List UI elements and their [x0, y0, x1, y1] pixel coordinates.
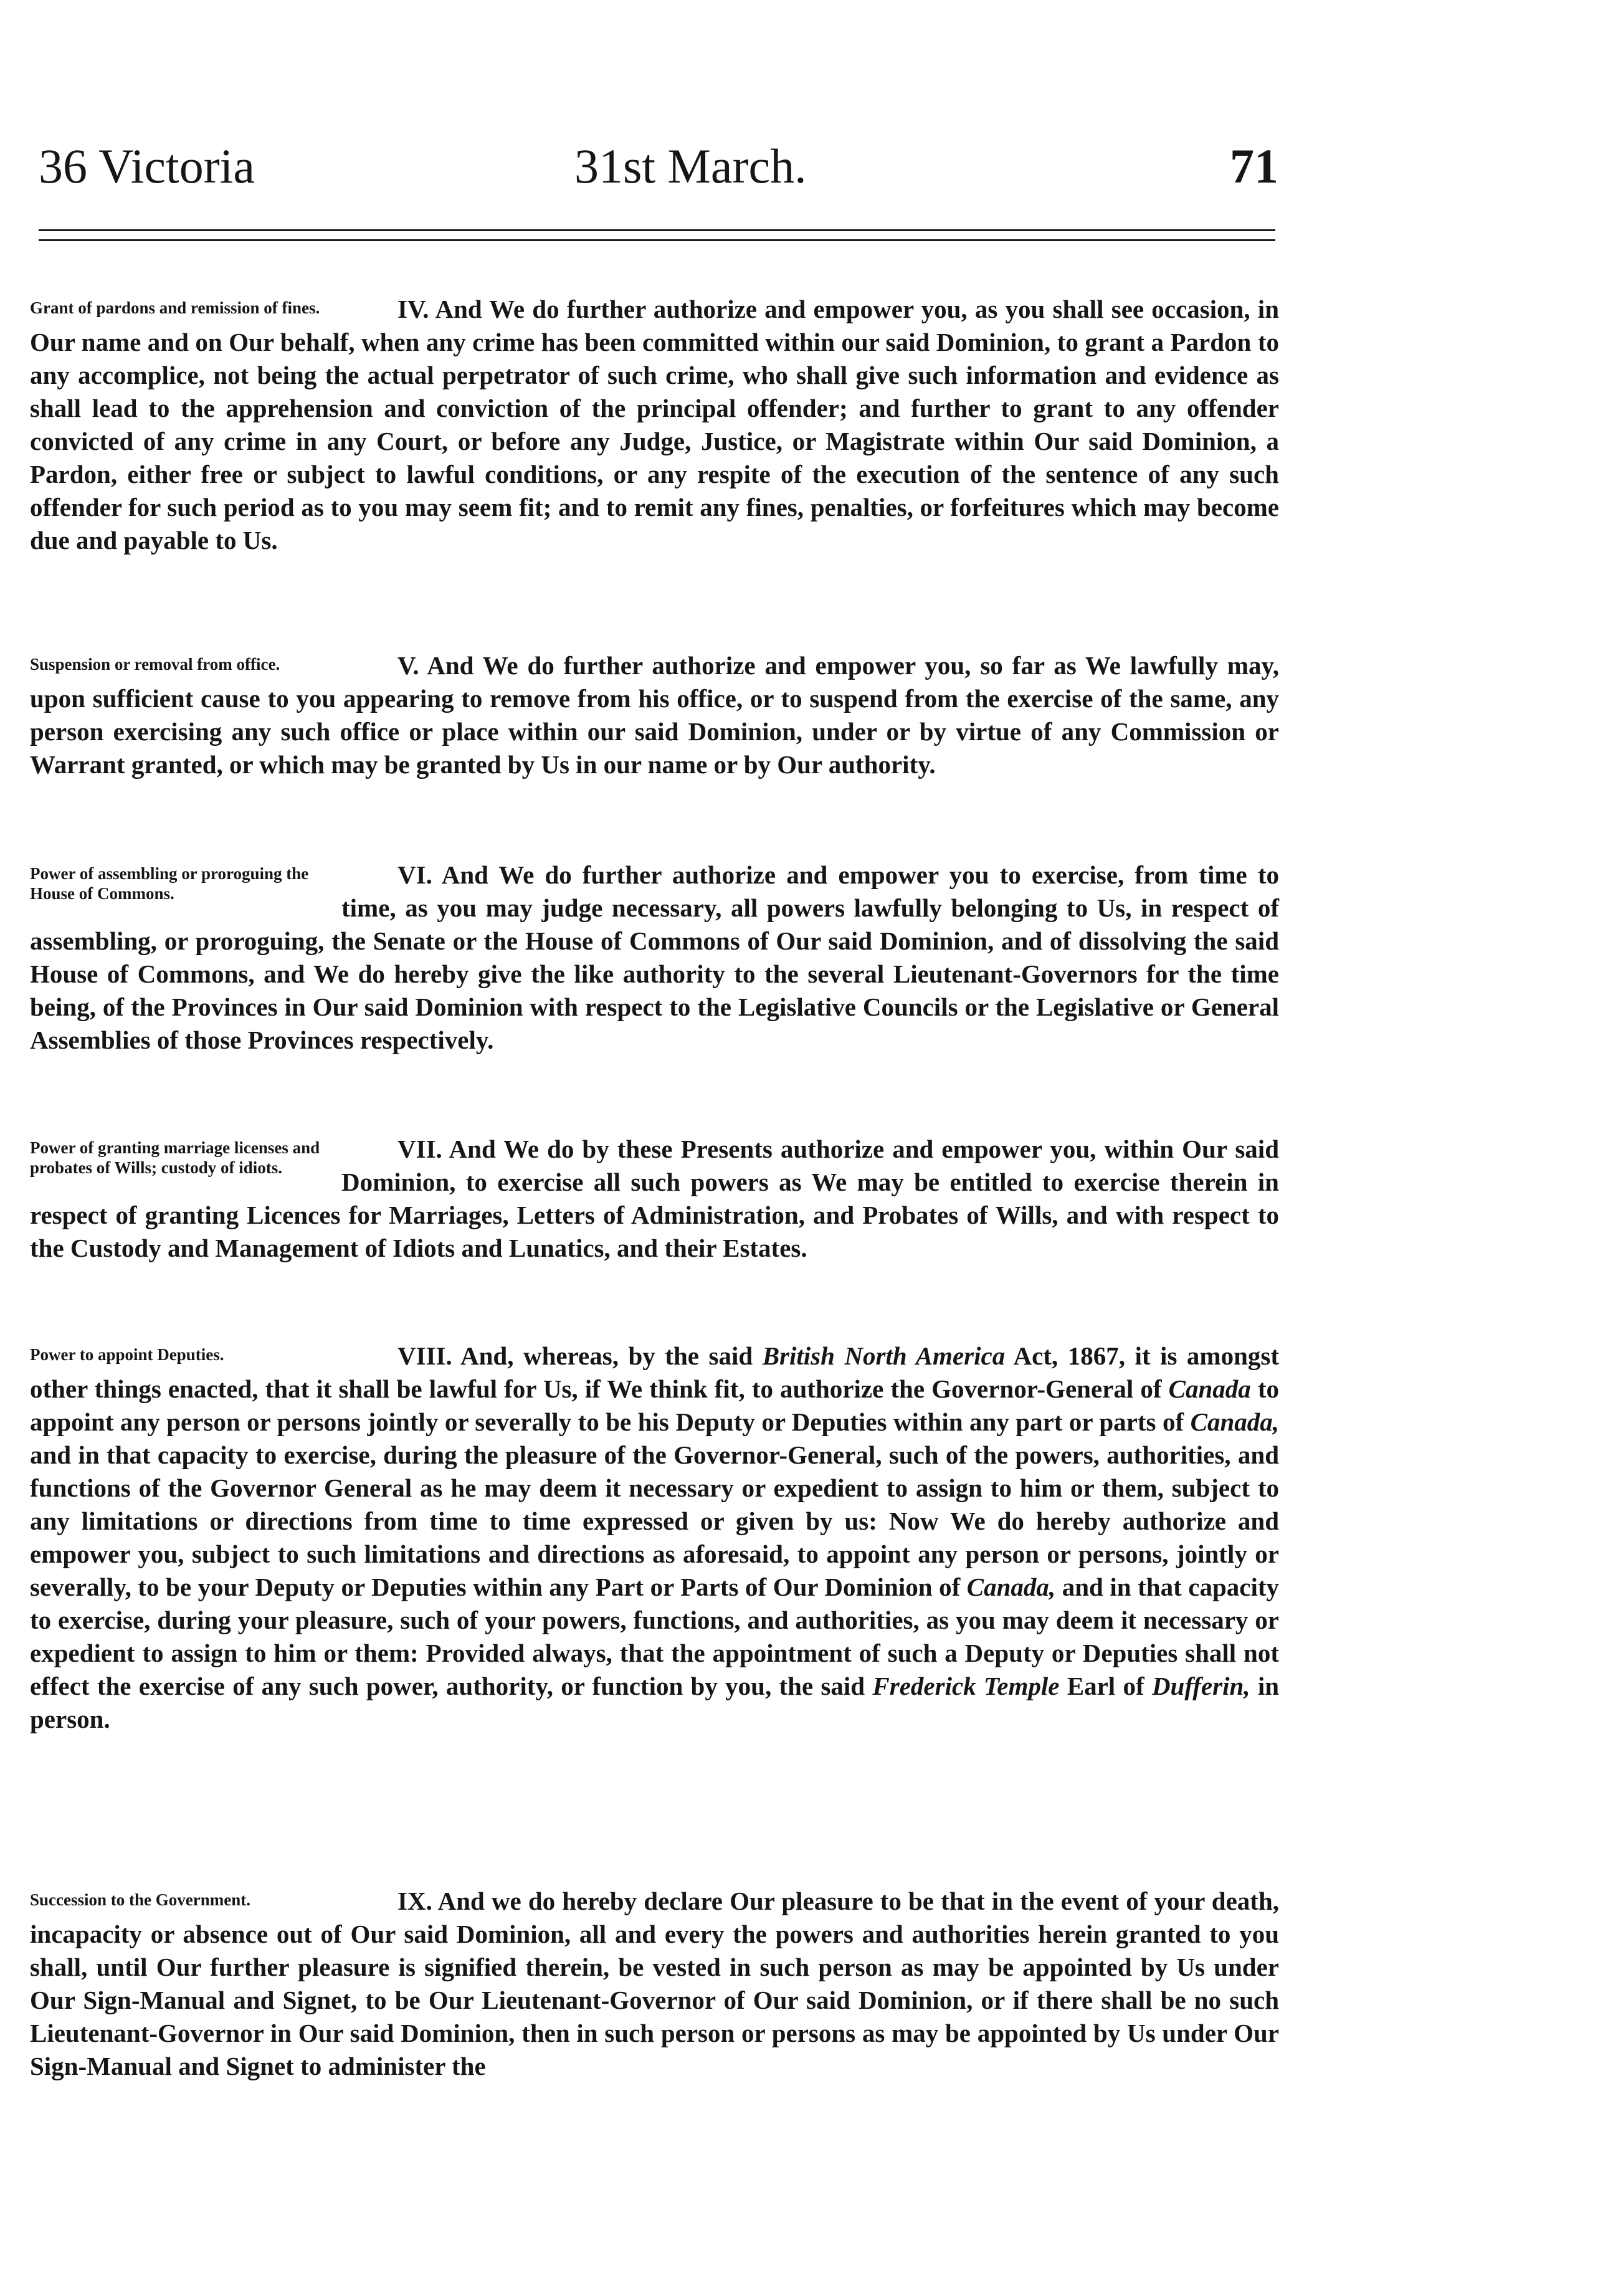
section-viii: [30, 1340, 1279, 1736]
section-v: [30, 649, 1279, 781]
margin-note-deputies: Power to appoint Deputies.: [30, 1345, 224, 1364]
text-segment: in person.: [30, 1672, 1280, 1733]
text-segment: VIII. And, whereas, by the said: [397, 1341, 763, 1370]
section-vii-text: VII. And We do by these Presents authorize and empower you, within Our said Dominion, to exercise all such powers as We may be entitled to exercise therein in respect of granting Licences for Marriages, Letters of Administration, and Probates of Wills, and with respect to the Custody and Management of Idiots and Lunatics, and their Estates.: [30, 1135, 1279, 1262]
section-iv: [30, 293, 1279, 557]
page-number: 71: [1230, 139, 1278, 193]
section-iv-text: IV. And We do further authorize and empower you, as you shall see occasion, in Our name and on Our behalf, when any crime has been committed within our said Dominion, to grant a Pardon to any accomplice, not being the actual perpetrator of such crime, who shall give such information and evidence as shall lead to the apprehension and conviction of the principal offender; and further to grant to any offender convicted of any crime in any Court, or before any Judge, Justice, or Magistrate within Our said Dominion, a Pardon, either free or subject to lawful conditions, or any respite of the execution of the sentence of any such offender for such period as to you may seem fit; and to remit any fines, penalties, or forfeitures which may become due and payable to Us.: [30, 295, 1279, 555]
place-name: Canada,: [966, 1573, 1056, 1601]
header-rule-bottom: [39, 239, 1275, 241]
person-name: Dufferin,: [1151, 1672, 1250, 1700]
text-segment: Earl of: [1059, 1672, 1152, 1700]
person-name: Frederick Temple: [872, 1672, 1060, 1700]
margin-note-suspension: Suspension or removal from office.: [30, 655, 280, 674]
text-segment: and in that capacity to exercise, during your pleasure, such of your powers, functions, and authorities, as you may deem it necessary or expedient to assign to him or them: Provided always, that the appointment of such a Deputy or Deputies shall not effect the exercise of any such power, authority, or function by you, the said: [30, 1573, 1279, 1700]
place-name: Canada,: [1190, 1408, 1279, 1436]
header-rule-top: [39, 229, 1275, 231]
text-segment: Act, 1867, it is amongst other things enacted, that it shall be lawful for Us, if We think fit, to authorize the Governor-General of: [30, 1341, 1280, 1403]
section-vi-text: VI. And We do further authorize and empower you to exercise, from time to time, as you may judge necessary, all powers lawfully belonging to Us, in respect of assembling, or proroguing, the Senate or the House of Commons of Our said Dominion, and of dissolving the said House of Commons, and We do hereby give the like authority to the several Lieutenant-Governors for the time being, of the Provinces in Our said Dominion with respect to the Legislative Councils or the Legislative or General Assemblies of those Provinces respectively.: [30, 860, 1279, 1054]
header-regnal-year: 36 Victoria: [39, 139, 255, 193]
header-date: 31st March.: [574, 139, 807, 193]
section-ix: [30, 1885, 1279, 2083]
section-viii-text: [30, 1340, 1279, 1736]
margin-note-licences: Power of granting marriage licenses and probates of Wills; custody of idiots.: [30, 1138, 320, 1177]
section-vi: [30, 859, 1279, 1057]
section-ix-text: IX. And we do hereby declare Our pleasure to be that in the event of your death, incapacity or absence out of Our said Dominion, all and every the powers and authorities herein granted to you shall, until Our further pleasure is signified therein, be vested in such person as may be appointed by Us under Our Sign-Manual and Signet, to be Our Lieutenant-Governor of Our said Dominion, or if there shall be no such Lieutenant-Governor in Our said Dominion, then in such person or persons as may be appointed by Us under Our Sign-Manual and Signet to administer the: [30, 1887, 1279, 2080]
margin-note-succession: Succession to the Government.: [30, 1890, 250, 1909]
place-name: Canada: [1168, 1374, 1251, 1403]
page-header: [39, 139, 1278, 217]
margin-note-assembling: Power of assembling or proroguing the House of Commons.: [30, 864, 309, 903]
act-name: British North America: [762, 1341, 1006, 1370]
section-vii: [30, 1133, 1279, 1265]
margin-note-pardons: Grant of pardons and remission of fines.: [30, 298, 320, 317]
text-segment: to appoint any person or persons jointly or severally to be his Deputy or Deputies within any part or parts of: [30, 1374, 1280, 1436]
text-segment: and in that capacity to exercise, during the pleasure of the Governor-General, such of the powers, authorities, and functions of the Governor General as he may deem it necessary or expedient to assign to him or them, subject to any limitations or directions from time to time expressed or given by us: Now We do hereby authorize and empower you, subject to such limitations and directions as aforesaid, to appoint any person or persons, jointly or severally, to be your Deputy or Deputies within any Part or Parts of Our Dominion of: [30, 1441, 1279, 1601]
section-v-text: V. And We do further authorize and empower you, so far as We lawfully may, upon sufficient cause to you appearing to remove from his office, or to suspend from the exercise of the same, any person exercising any such office or place within our said Dominion, under or by virtue of any Commission or Warrant granted, or which may be granted by Us in our name or by Our authority.: [30, 651, 1279, 779]
